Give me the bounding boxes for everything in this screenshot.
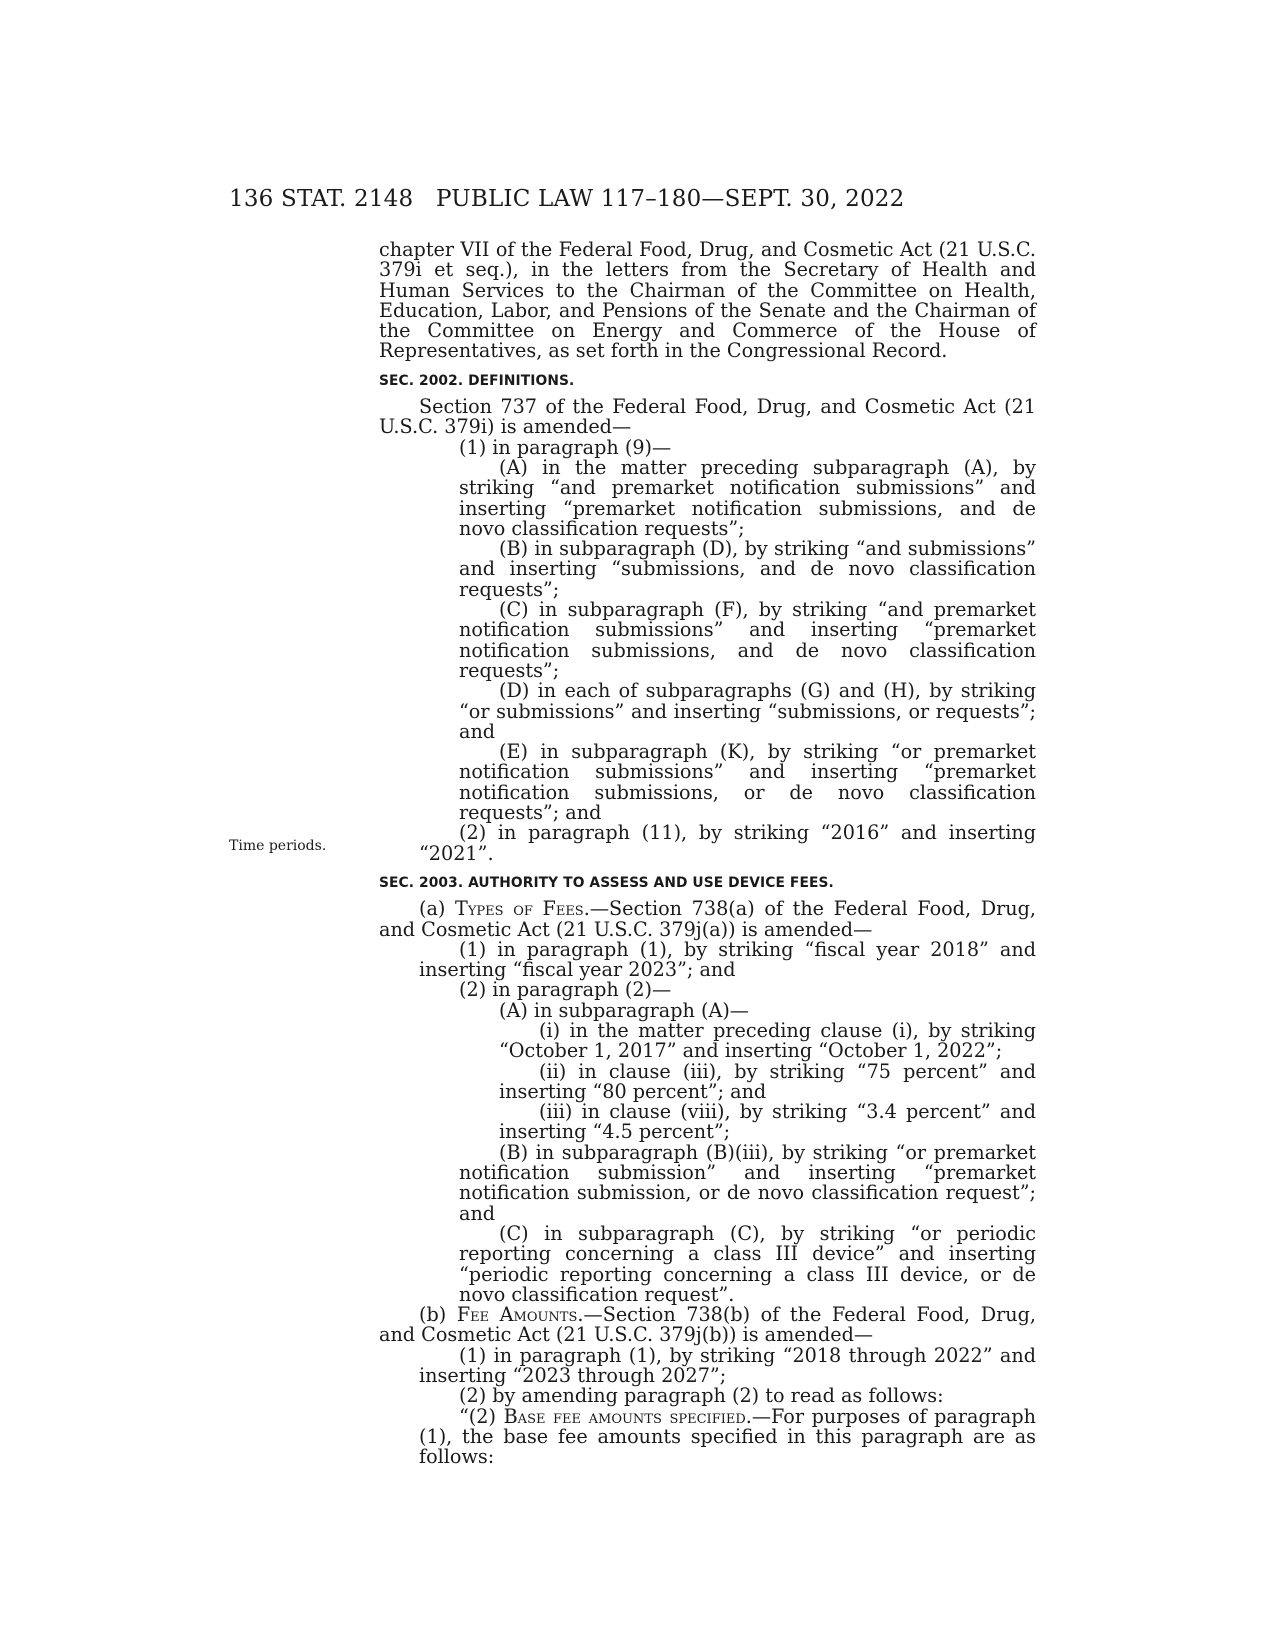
quoted-paragraph-text: —For purposes of paragraph (1), the base fee amounts specified in this paragraph are as follows:	[419, 1404, 1036, 1469]
section-heading-2003: SEC. 2003. AUTHORITY TO ASSESS AND USE DEVICE FEES.	[379, 874, 834, 891]
quoted-paragraph: “(2) Base fee amounts specified.—For purposes of paragraph (1), the base fee amounts specified in this paragraph are as follows:	[419, 1404, 1036, 1469]
document-body	[379, 240, 1036, 1468]
subparagraph-item: (C) in subparagraph (F), by striking “and premarket notification submissions” and inserting “premarket notification submissions, and de novo classification requests”;	[459, 598, 1036, 682]
paragraph-item: (2) by amending paragraph (2) to read as follows:	[459, 1384, 944, 1408]
paragraph-item: (1) in paragraph (1), by striking “2018 through 2022” and inserting “2023 through 2027”;	[419, 1343, 1036, 1388]
amendment-intro: Section 737 of the Federal Food, Drug, and Cosmetic Act (21 U.S.C. 379i) is amended—	[379, 395, 1036, 439]
subparagraph-item: (C) in subparagraph (C), by striking “or periodic reporting concerning a class III device” and inserting “periodic reporting concerning a class III device, or de novo classification request”.	[459, 1221, 1036, 1306]
subsection-a: (a) Types of Fees.—Section 738(a) of the Federal Food, Drug, and Cosmetic Act (21 U.S.C. 379j(a)) is amended—	[379, 897, 1036, 941]
subsection-b-text: —Section 738(b) of the Federal Food, Drug, and Cosmetic Act (21 U.S.C. 379j(b)) is amended—	[379, 1303, 1036, 1347]
paragraph-item: (1) in paragraph (9)—	[459, 435, 672, 459]
clause-item: (i) in the matter preceding clause (i), by striking “October 1, 2017” and inserting “October 1, 2022”;	[499, 1018, 1036, 1063]
paragraph-item: (2) in paragraph (11), by striking “2016” and inserting “2021”.	[419, 821, 1036, 865]
subsection-b: (b) Fee Amounts.—Section 738(b) of the Federal Food, Drug, and Cosmetic Act (21 U.S.C. 379j(b)) is amended—	[379, 1303, 1036, 1347]
quoted-paragraph-heading: Base fee amounts specified.	[503, 1404, 752, 1428]
clause-item: (ii) in clause (iii), by striking “75 percent” and inserting “80 percent”; and	[499, 1059, 1036, 1103]
subparagraph-item: (A) in subparagraph (A)—	[499, 998, 749, 1022]
clause-item: (iii) in clause (viii), by striking “3.4 percent” and inserting “4.5 percent”;	[499, 1100, 1036, 1144]
section-heading-2002: SEC. 2002. DEFINITIONS.	[379, 372, 575, 389]
paragraph-item: (2) in paragraph (2)—	[459, 978, 672, 1002]
continuation-paragraph: chapter VII of the Federal Food, Drug, and Cosmetic Act (21 U.S.C. 379i et seq.), in the letters from the Secretary of Health and Human Services to the Chairman of the Committee on Health, Education, Labor, and Pensions of the Senate and the Chairman of the Committee on Energy and Commerce of the House of Representatives, as set forth in the Congressional Record.	[379, 238, 1036, 363]
subsection-b-heading: Fee Amounts.	[456, 1303, 584, 1327]
subparagraph-item: (E) in subparagraph (K), by striking “or premarket notification submissions” and inserting “premarket notification submissions, or de novo classification requests”; and	[459, 740, 1036, 825]
page-header	[0, 186, 1275, 216]
subparagraph-item: (D) in each of subparagraphs (G) and (H), by striking “or submissions” and inserting “submissions, or requests”; and	[459, 679, 1036, 743]
subparagraph-item: (B) in subparagraph (B)(iii), by striking “or premarket notification submission” and inserting “premarket notification submission, or de novo classification request”; and	[459, 1140, 1036, 1225]
stat-reference: 136 STAT. 2148	[229, 186, 414, 212]
subsection-a-heading: Types of Fees.	[455, 897, 590, 921]
paragraph-item: (1) in paragraph (1), by striking “fiscal year 2018” and inserting “fiscal year 2023”; and	[419, 937, 1036, 982]
subparagraph-item: (A) in the matter preceding subparagraph (A), by striking “and premarket notification submissions” and inserting “premarket notification submissions, and de novo classification requests”;	[459, 455, 1036, 540]
subsection-a-text: —Section 738(a) of the Federal Food, Drug, and Cosmetic Act (21 U.S.C. 379j(a)) is amended—	[379, 897, 1036, 941]
subparagraph-item: (B) in subparagraph (D), by striking “and submissions” and inserting “submissions, and de novo classification requests”;	[459, 537, 1036, 601]
public-law-reference: PUBLIC LAW 117–180—SEPT. 30, 2022	[436, 186, 905, 212]
margin-note: Time periods.	[229, 838, 327, 854]
